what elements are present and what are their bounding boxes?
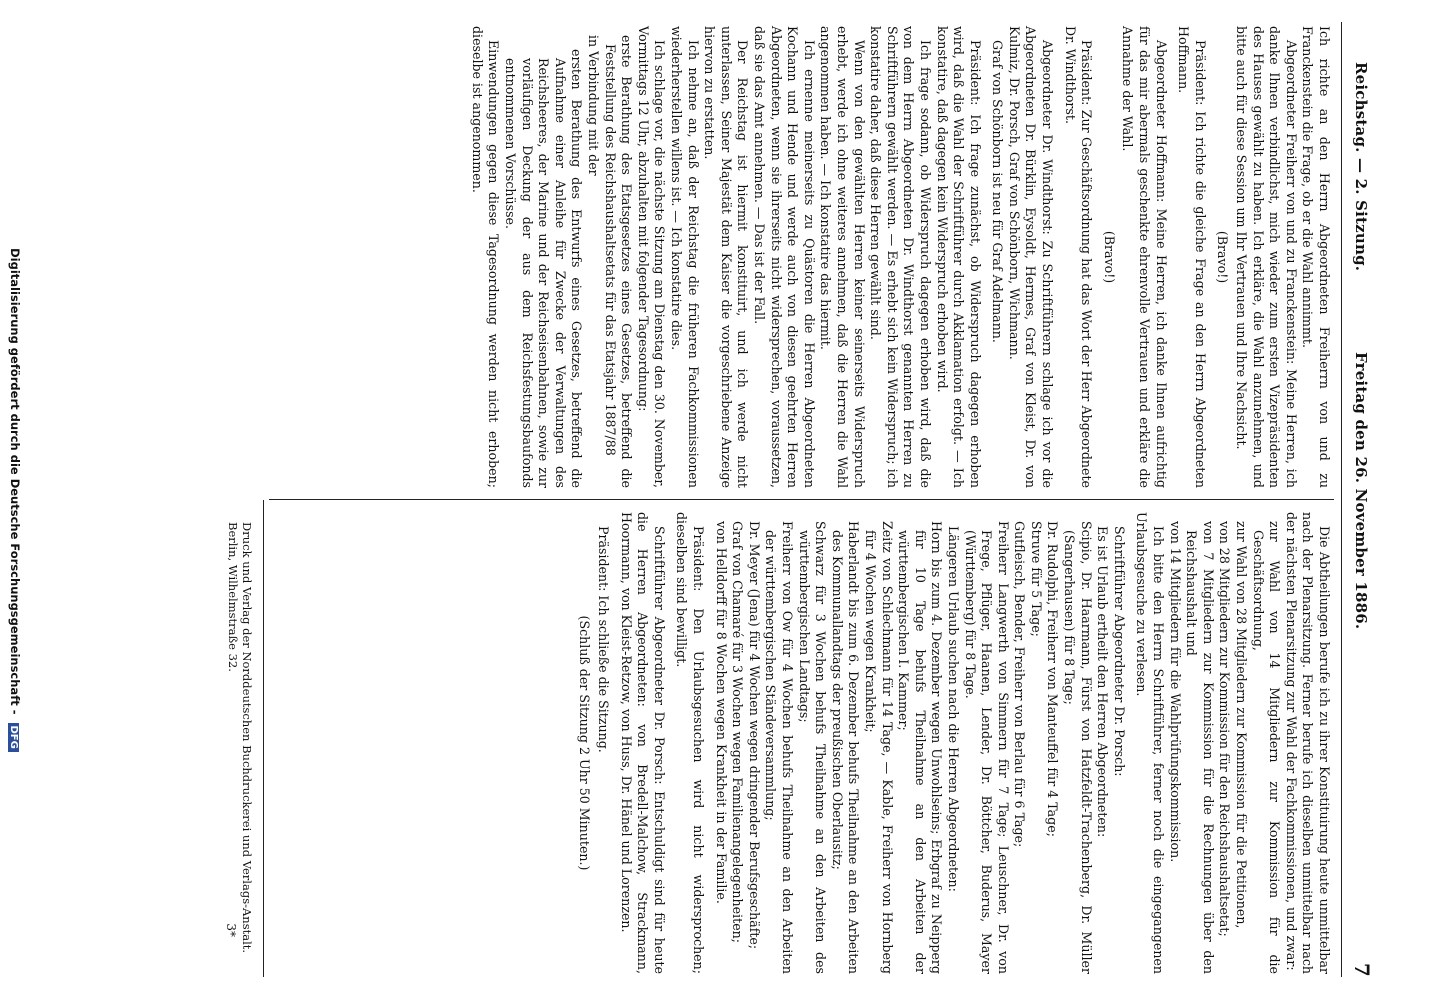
left-column-paragraph: Der Reichstag ist hiermit konstituirt, und ich werde nicht unterlassen, Seiner Majestät dem Kaiser die vorgeschriebene Anzeige hiervon zu erstatten. bbox=[702, 26, 751, 488]
sheet-signature: 3* bbox=[224, 923, 238, 937]
left-column-paragraph: ersten Berathung des Entwurfs eines Gesetzes, betreffend die Aufnahme einer Anleihe für Zwecke der Verwaltungen des Reichsheeres, der Marine und der Reichseisenbahnen, sowie zur vorläufigen Deckung der aus dem Reichsfestungsbaufonds entnommenen Vorschüsse. bbox=[503, 49, 585, 488]
right-column-paragraph: Die Abtheilungen berufe ich zu ihrer Konstituirung heute unmittelbar nach der Plenarsitzung. Ferner berufe ich dieselben unmittelbar nach der nächsten Plenarsitzung zur Wahl der Fachkommissionen, und zwar: bbox=[1283, 512, 1332, 974]
right-column-paragraph: Präsident: Ich schließe die Sitzung. bbox=[596, 526, 612, 753]
left-column-paragraph: Präsident: Ich frage zunächst, ob Widerspruch dagegen erhoben wird, daß die Wahl der Schriftführer durch Akklamation erfolgt. — Ich konstatire, daß dagegen kein Widerspruch erhoben wird. bbox=[934, 26, 983, 488]
right-column-paragraph: von Helldorff für 8 Wochen wegen Krankheit in der Familie. bbox=[713, 521, 729, 904]
right-column-paragraph: von 7 Mitgliedern zur Kommission für die Rechnungen über den Reichshaushalt und bbox=[1184, 521, 1216, 974]
right-column-paragraph: Schriftführer Abgeordneter Dr. Porsch: bbox=[1111, 526, 1127, 777]
right-column-paragraph: Freiherr von Ow für 4 Wochen behufs Theilnahme an den Arbeiten der württembergischen Ständeversammlung; bbox=[763, 521, 795, 974]
printer-imprint: Druck und Verlag der Norddeutschen Buchdruckerei und Verlags-Anstalt. Berlin, Wilhelmstraße 32. bbox=[226, 522, 254, 954]
column-divider bbox=[269, 499, 1334, 500]
header-session: Reichstag. — 2. Sitzung. bbox=[1352, 62, 1370, 272]
right-column-paragraph: Freiherr Langwerth von Simmern für 7 Tage; Leuschner, Dr. von Frege, Pflüger, Haanen, Lender, Dr. Böttcher, Buderus, Mayer (Württemberg) für 8 Tage. bbox=[962, 521, 1011, 974]
left-column-paragraph: Wenn von den gewählten Herren keiner seinerseits Widerspruch erhebt, werde ich ohne weiteres annehmen, daß die Herren die Wahl angenommen haben. — Ich konstatire das hiermit. bbox=[818, 26, 867, 488]
right-column-paragraph: von 28 Mitgliedern zur Kommission für den Reichshaushaltsetat; bbox=[1217, 521, 1233, 937]
left-column-paragraph: Ich nehme an, daß der Reichstag die früheren Fachkommissionen wiederherstellen willens ist. — Ich konstatire dies. bbox=[669, 26, 701, 488]
right-column-paragraph: Struve für 5 Tage; bbox=[1028, 521, 1044, 637]
left-column-paragraph: Präsident: Zur Geschäftsordnung hat das Wort der Herr Abgeordnete Dr. Windthorst. bbox=[1062, 26, 1095, 488]
digitization-notice bbox=[8, 0, 22, 1000]
left-column-paragraph: Abgeordneter Freiherr von und zu Franckenstein: Meine Herren, ich danke Ihnen verbindlichst, mich wieder zum ersten Vizepräsidenten des Hauses gewählt zu haben. Ich erkläre, die Wahl anzunehmen, und bitte auch für diese Session um Ihr Vertrauen und Ihre Nachsicht. bbox=[1234, 26, 1299, 488]
right-column-paragraph: Scipio, Dr. Haarmann, Fürst von Hatzfeldt-Trachenberg, Dr. Müller (Sangerhausen) für 8 Tage; bbox=[1062, 521, 1094, 974]
left-column-paragraph: Einwendungen gegen diese Tagesordnung werden nicht erhoben; dieselbe ist angenommen. bbox=[469, 26, 502, 488]
left-column bbox=[468, 26, 1332, 488]
page-header bbox=[1348, 22, 1374, 977]
right-column-paragraph: Schwarz für 3 Wochen behufs Theilnahme an den Arbeiten des württembergischen Landtags; bbox=[796, 521, 829, 974]
left-column-paragraph: Ich richte an den Herrn Abgeordneten Freiherrn von und zu Franckenstein die Frage, ob er die Wahl annimmt. bbox=[1300, 26, 1332, 488]
right-column-paragraph: (Schluß der Sitzung 2 Uhr 50 Minuten.) bbox=[577, 615, 593, 871]
left-column-paragraph: (Bravo!) bbox=[1101, 230, 1117, 284]
left-column-paragraph: Abgeordneter Dr. Windthorst: Zu Schriftführern schlage ich vor die Abgeordneten Dr. Bürklin, Eysoldt, Hermes, Graf von Kleist, Dr. von Kulmiz, Dr. Porsch, Graf von Schönborn, Wichmann. bbox=[1006, 26, 1056, 488]
dfg-logo: DFG bbox=[8, 723, 19, 752]
left-column-paragraph: Präsident: Ich richte die gleiche Frage an den Herrn Abgeordneten Hoffmann. bbox=[1176, 26, 1208, 488]
right-column-paragraph: von 14 Mitgliedern für die Wahlprüfungskommission. bbox=[1167, 521, 1183, 863]
left-column-paragraph: (Bravo!) bbox=[1215, 230, 1231, 284]
right-column-paragraph: Längeren Urlaub suchen nach die Herren Abgeordneten: bbox=[945, 526, 961, 892]
right-column-paragraph: Gutfleisch, Bender, Freiherr von Berlau für 6 Tage; bbox=[1012, 521, 1028, 848]
left-column-paragraph: erste Berathung des Etatsgesetzes eines Gesetzes, betreffend die Feststellung des Reichshaushaltsetats für das Etatsjahr 1887/88 bbox=[602, 35, 635, 488]
right-column-paragraph: Dr. Rudolphi, Freiherr von Manteuffel für 4 Tage; bbox=[1045, 521, 1061, 837]
left-column-paragraph: Ich schlage vor, die nächste Sitzung am Dienstag den 30. November, Vormittags 12 Uhr, abzuhalten mit folgender Tagesordnung: bbox=[635, 26, 668, 488]
right-column-paragraph: Graf von Chamaré für 3 Wochen wegen Familienangelegenheiten; bbox=[730, 521, 746, 944]
right-column-paragraph: Ich bitte den Herrn Schriftführer, ferner noch die eingegangenen Urlaubsgesuche zu verlesen. bbox=[1134, 512, 1167, 974]
left-column-paragraph: in Verbindung mit der bbox=[586, 35, 602, 176]
right-column-paragraph: Präsident: Den Urlaubsgesuchen wird nicht widersprochen; dieselben sind bewilligt. bbox=[674, 512, 707, 974]
header-rule bbox=[1341, 22, 1342, 977]
right-column-paragraph: Haberlandt bis zum 6. Dezember behufs Theilnahme an den Arbeiten des Kommunallandtags der preußischen Oberlausitz; bbox=[829, 521, 862, 974]
right-column-paragraph: Dr. Meyer (Jena) für 4 Wochen wegen dringender Berufsgeschäfte; bbox=[746, 521, 762, 950]
right-column-paragraph: Schriftführer Abgeordneter Dr. Porsch: Entschuldigt sind für heute die Herren Abgeordneten: von Bredell-Malchow, Strackmann, Hoormann, von Kleist-Retzow, von Huss, Dr. Hänel und Lorenzen. bbox=[618, 512, 667, 974]
footer-rule bbox=[263, 500, 264, 977]
right-column-paragraph: Horn bis zum 4. Dezember wegen Unwohlseins; Erbgraf zu Neipperg für 10 Tage behufs Theilnahme an den Arbeiten der württembergischen I. Kammer; bbox=[896, 521, 945, 974]
right-column-paragraph: zur Wahl von 28 Mitgliedern zur Kommission für die Petitionen, bbox=[1234, 521, 1250, 929]
left-column-paragraph: Abgeordneter Hoffmann: Meine Herren, ich danke Ihnen aufrichtig für das mir abermals geschenkte ehrenvolle Vertrauen und erkläre die Annahme der Wahl. bbox=[1120, 26, 1169, 488]
header-date: Freitag den 26. November 1886. bbox=[1352, 352, 1370, 630]
left-column-paragraph: Ich frage sodann, ob Widerspruch dagegen erhoben wird, daß die von dem Herrn Abgeordneten Dr. Windthorst genannten Herren zu Schriftführern gewählt werden. — Es erhebt sich kein Widerspruch; ich konstatire daher, daß diese Herren gewählt sind. bbox=[868, 26, 933, 488]
right-column-paragraph: Zeitz von Schlechmann für 14 Tage, — Kable, Freiherr von Hornberg für 4 Wochen wegen Krankheit; bbox=[862, 521, 895, 974]
right-column-paragraph: zur Wahl von 14 Mitgliedern zur Kommission für die Geschäftsordnung, bbox=[1250, 521, 1283, 974]
left-column-paragraph: Ich ernenne meinerseits zu Quästoren die Herren Abgeordneten Kochann und Hende und werde auch von diesen geehrten Herren Abgeordneten, wenn sie ihrerseits nicht widersprechen, voraussetzen, daß sie das Amt annehmen. — Das ist der Fall. bbox=[752, 26, 817, 488]
left-column-paragraph: Graf von Schönborn ist neu für Graf Adelmann. bbox=[990, 40, 1006, 343]
digitization-text: Digitalisierung gefördert durch die Deutsche Forschungsgemeinschaft - bbox=[8, 248, 22, 715]
right-column bbox=[572, 512, 1332, 974]
right-column-paragraph: Es ist Urlaub ertheilt den Herren Abgeordneten: bbox=[1095, 526, 1111, 838]
page-number: 7 bbox=[1350, 962, 1374, 977]
